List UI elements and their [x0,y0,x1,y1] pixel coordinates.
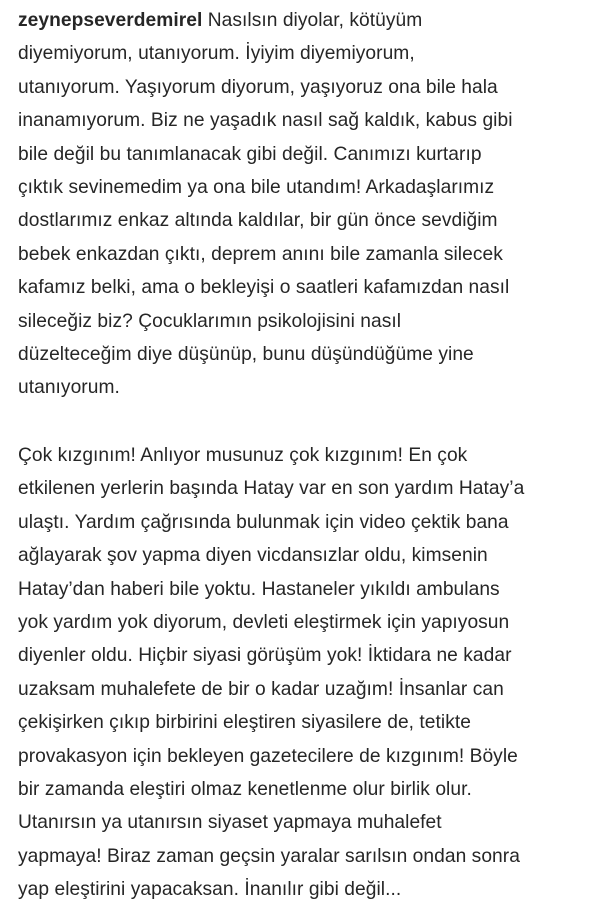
caption-line: provakasyon için bekleyen gazetecilere de kızgınım! Böyle [18,745,518,767]
caption-line: bebek enkazdan çıktı, deprem anını bile zamanla silecek [18,243,503,265]
caption-line: kafamız belki, ama o bekleyişi o saatleri kafamızdan nasıl [18,277,510,299]
caption-line: Utanırsın ya utanırsın siyaset yapmaya muhalefet [18,812,442,834]
caption-line: çekişirken çıkıp birbirini eleştiren siyasilere de, tetikte [18,712,471,734]
caption-line: yapmaya! Biraz zaman geçsin yaralar sarılsın ondan sonra [18,845,520,867]
caption-line: ağlayarak şov yapma diyen vicdansızlar oldu, kimsenin [18,545,488,567]
caption-line: ulaştı. Yardım çağrısında bulunmak için video çektik bana [18,511,509,533]
caption-line: Hatay’dan haberi bile yoktu. Hastaneler yıkıldı ambulans [18,578,500,600]
paragraph-spacer [18,405,599,439]
caption-line: dostlarımız enkaz altında kaldılar, bir gün önce sevdiğim [18,210,498,232]
caption-paragraph-1 [18,4,599,405]
username-link[interactable]: zeynepseverdemirel [18,10,203,31]
caption-line: bir zamanda eleştiri olmaz kenetlenme olur birlik olur. [18,778,472,800]
caption-line: utanıyorum. Yaşıyorum diyorum, yaşıyoruz ona bile hala [18,76,498,98]
caption-line: yap eleştirini yapacaksan. İnanılır gibi değil... [18,879,402,901]
caption-line: uzaksam muhalefete de bir o kadar uzağım! İnsanlar can [18,678,504,700]
caption-text: Nasılsın diyolar, kötüyüm [202,10,423,31]
caption-paragraph-2 [18,439,599,907]
caption-line: Çok kızgınım! Anlıyor musunuz çok kızgınım! En çok [18,444,468,466]
caption-line: sileceğiz biz? Çocuklarımın psikolojisini nasıl [18,310,402,332]
caption-line: çıktık sevinemedim ya ona bile utandım! Arkadaşlarımız [18,177,495,199]
caption-line: diyemiyorum, utanıyorum. İyiyim diyemiyorum, [18,43,415,65]
caption-line: inanamıyorum. Biz ne yaşadık nasıl sağ kaldık, kabus gibi [18,110,513,132]
caption-line: etkilenen yerlerin başında Hatay var en son yardım Hatay’a [18,478,525,500]
caption-line [18,4,599,37]
caption-line: diyenler oldu. Hiçbir siyasi görüşüm yok! İktidara ne kadar [18,645,512,667]
caption-line: utanıyorum. [18,377,120,399]
caption-line: düzelteceğim diye düşünüp, bunu düşündüğüme yine [18,344,474,366]
caption-line: bile değil bu tanımlanacak gibi değil. Canımızı kurtarıp [18,143,482,165]
caption-line: yok yardım yok diyorum, devleti eleştirmek için yapıyosun [18,611,510,633]
